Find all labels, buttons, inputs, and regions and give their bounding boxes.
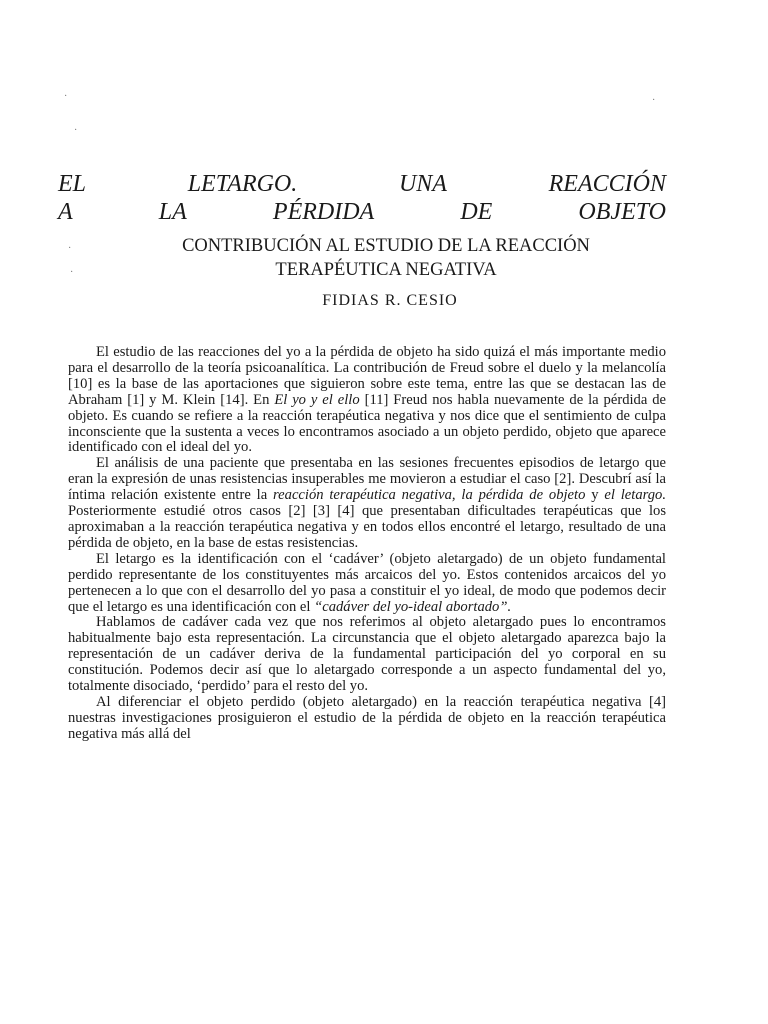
scan-speck: ·: [652, 95, 656, 106]
text-run: El estudio de las reacciones del yo a la pérdida de objeto ha sido quizá el más importante medio para el desarrollo de la teoría psicoanalítica. La contribución de Freud sobre el duelo y la melancolía [10] es la base de las aportaciones que siguieron sobre este tema, entre las que se destacan las de Abraham [1] y M. Klein [14]. En: [68, 344, 666, 408]
italic-text: el letargo.: [604, 487, 666, 504]
subtitle-line-1: CONTRIBUCIÓN AL ESTUDIO DE LA REACCIÓN: [182, 236, 590, 256]
text-run: Posteriormente estudié otros casos [2] [3] [4] que presentaban dificultades terapéuticas que los aproximaban a la reacción terapéutica negativa y en todos ellos encontré el letargo, resultado de una pérdida de objeto, en la base de estas resistencias.: [68, 503, 666, 551]
paragraph: [68, 695, 666, 743]
title-word: LETARGO.: [187, 171, 298, 197]
scan-speck: ·: [70, 267, 74, 278]
title-word: PÉRDIDA: [272, 199, 375, 225]
scan-speck: ·: [74, 125, 78, 136]
italic-text: El yo y el ello: [274, 391, 360, 408]
title-word: LA: [158, 199, 187, 225]
text-run: El letargo es la identificación con el ‘cadáver’ (objeto aletargado) de un objeto fundamental perdido representante de los constituyentes más arcaicos del yo. Estos contenidos arcaicos del yo pertenecen a lo que con el desarrollo del yo pasa a constituir el yo ideal, de modo que podemos decir que el letargo es una identificación con el: [68, 550, 666, 615]
title-word: A: [58, 199, 73, 225]
title-word: DE: [460, 199, 493, 225]
author-name: FIDIAS R. CESIO: [322, 292, 458, 309]
text-run: [11] Freud nos habla nuevamente de la pérdida de objeto. Es cuando se refiere a la reacción terapéutica negativa y nos dice que el sentimiento de culpa inconsciente que la sustenta a veces lo encontramos asociado a un objeto perdido, objeto que aparece identificado con el ideal del yo.: [68, 391, 667, 456]
text-run: y: [585, 487, 605, 504]
article-body: [68, 345, 666, 743]
title-word: EL: [58, 171, 87, 197]
title-line-1: [58, 171, 666, 198]
text-run: Hablamos de cadáver cada vez que nos referimos al objeto aletargado pues lo encontramos habitualmente bajo esta representación. La circunstancia que el objeto aletargado aparezca bajo la representación de un cadáver deriva de la fundamental participación del yo corporal en su constitución. Podemos decir así que lo aletargado corresponde a un aspecto fundamental del yo, totalmente disociado, ‘perdido’ para el resto del yo.: [68, 614, 666, 695]
title-word: REACCIÓN: [548, 171, 666, 197]
text-run: El análisis de una paciente que presentaba en las sesiones frecuentes episodios de letargo que eran la expresión de unas resistencias insuperables me movieron a estudiar el caso [2]. Descubrí así la íntima relación existente entre la: [68, 455, 666, 504]
scan-speck: ·: [64, 91, 68, 102]
title-word: OBJETO: [578, 199, 666, 225]
subtitle-line-2: TERAPÉUTICA NEGATIVA: [275, 260, 497, 280]
text-run: Al diferenciar el objeto perdido (objeto aletargado) en la reacción terapéutica negativa [4] nuestras investigaciones prosiguieron el estudio de la pérdida de objeto en la reacción terapéutica negativa más allá del: [68, 693, 666, 742]
paragraph: [68, 345, 666, 456]
paragraph: [68, 615, 666, 695]
scan-speck: ·: [68, 243, 72, 254]
paragraph: [68, 552, 666, 616]
italic-text: reacción terapéutica negativa, la pérdida de objeto: [273, 487, 586, 504]
title-line-2: [58, 199, 666, 226]
title-word: UNA: [398, 171, 447, 197]
italic-text: “cadáver del yo-ideal abortado”.: [314, 598, 512, 615]
paragraph: [68, 456, 666, 551]
